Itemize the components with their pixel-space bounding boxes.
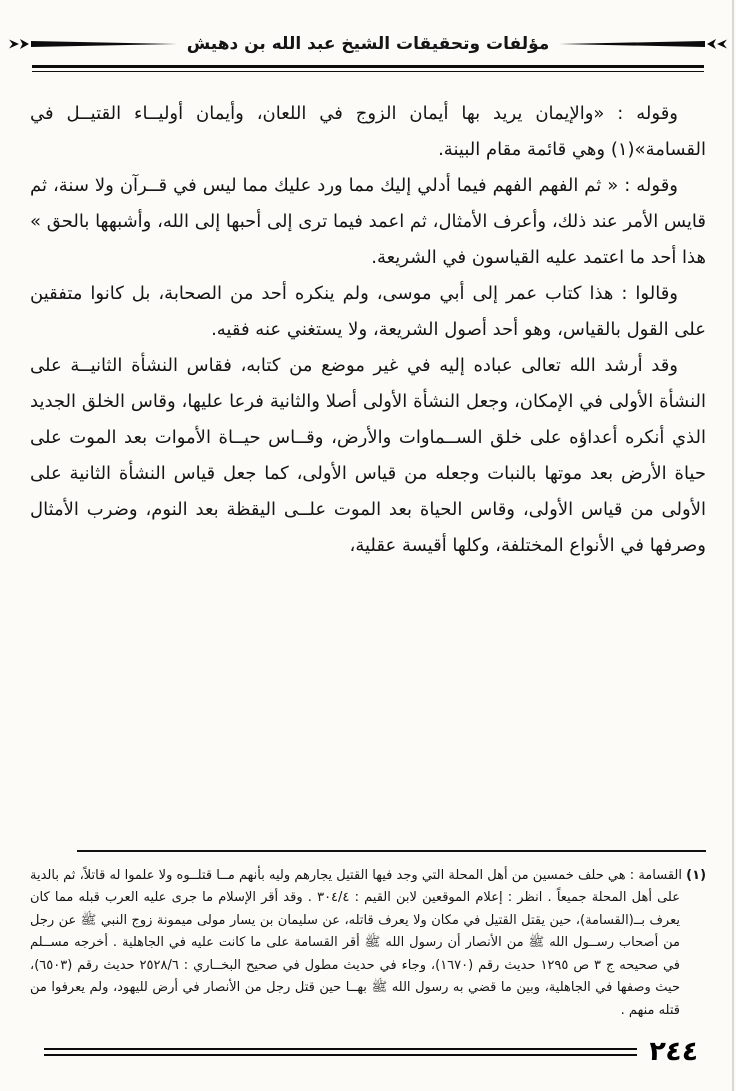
header-divider — [32, 65, 704, 72]
footnote-section — [30, 865, 706, 1023]
page-header — [30, 34, 706, 54]
footnote-text: القسامة : هي حلف خمسين من أهل المحلة التي وجد فيها القتيل يجارهم وليه بأنهم مــا قتلــوه ولا علموا له قاتلاً، ثم بالدية على أهل المحلة جميعاً . انظر : إعلام الموقعين لابن القيم : ٣٠٤/٤ . وقد أقر الإسلام ما جرى عليه العرب قبله مما كان يعرف بــ(القسامة)، حين يقتل القتيل في مكان ولا يعرف قاتله، عن سليمان بن يسار مولى ميمونة زوج النبي ﷺ عن رجل من أصحاب رســول الله ﷺ من الأنصار أن رسول الله ﷺ أقر القسامة على ما كانت عليه في الجاهلية . أخرجه مســلم في صحيحه ج ٣ ص ١٢٩٥ حديث رقم (١٦٧٠)، وجاء في حديث مطول في صحيح البخــاري : ٢٥٢٨/٦ حديث رقم (٦٥٠٣)، حيث وصفها في الجاهلية، وبين ما قضي به رسول الله ﷺ بهــا حين قتل رجل من الأنصار في أرض لليهود، ولم يعرفوا من قتله منهم . — [30, 867, 682, 1018]
paragraph-2: وقوله : « ثم الفهم الفهم فيما أدلي إليك مما ورد عليك مما ليس في قــرآن ولا سنة، ثم قايس الأمر عند ذلك، وأعرف الأمثال، ثم اعمد فيما ترى إلى أحبها إلى الله، وأشبهها بالحق » هذا أحد ما اعتمد عليه القياسون في الشريعة. — [30, 175, 706, 268]
page-footer — [30, 1038, 706, 1065]
footnote-item — [30, 865, 706, 1023]
header-title: مؤلفات وتحقيقات الشيخ عبد الله بن دهيش — [186, 34, 550, 54]
paragraph-1: وقوله : «والإيمان يريد بها أيمان الزوج في اللعان، وأيمان أوليــاء القتيــل في القسامة»(١) وهي قائمة مقام البينة. — [30, 103, 706, 160]
footnote-separator — [77, 850, 706, 852]
footnote-marker: (١) — [686, 867, 707, 883]
paragraph-4: وقد أرشد الله تعالى عباده إليه في غير موضع من كتابه، فقاس النشأة الثانيــة على النشأة الأولى في الإمكان، وجعل النشأة الأولى أصلا والثانية فرعا عليها، وقاس الخلق الجديد الذي أنكره أعداؤه على خلق الســماوات والأرض، وقــاس حيــاة الأموات بعد الموت على حياة الأرض بعد موتها بالنبات وجعله من قياس الأولى، كما جعل قياس النشأة الثانية على الأولى من قياس الأولى، وقاس الحياة بعد الموت علــى اليقظة بعد النوم، وضرب الأمثال وصرفها في الأنواع المختلفة، وكلها أقيسة عقلية، — [30, 355, 706, 556]
page-number: ٢٤٤ — [647, 1036, 700, 1067]
body-text — [30, 96, 706, 564]
footer-divider — [44, 1048, 637, 1056]
paragraph-3: وقالوا : هذا كتاب عمر إلى أبي موسى، ولم ينكره أحد من الصحابة، بل كانوا متفقين على القول بالقياس، وهو أحد أصول الشريعة، ولا يستغني عنه فقيه. — [30, 283, 706, 340]
header-ornament-right-icon — [559, 37, 727, 51]
header-ornament-left-icon — [9, 37, 177, 51]
